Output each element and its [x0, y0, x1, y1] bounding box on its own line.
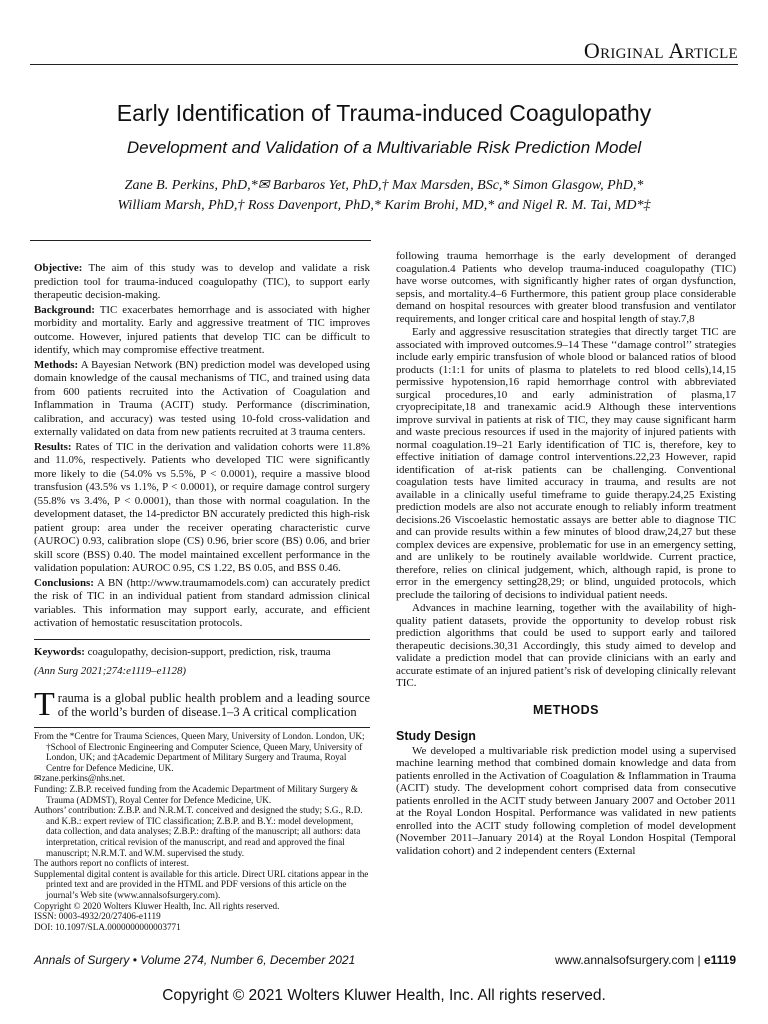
footnote-email[interactable]: ✉zane.perkins@nhs.net. [34, 773, 125, 784]
citation: (Ann Surg 2021;274:e1119–e1128) [34, 665, 187, 677]
methods-heading: METHODS [533, 702, 599, 717]
body-paragraph-1: following trauma hemorrhage is the early development of deranged coagulation.4 Patients who develop trauma-induced coagulopathy (TIC) have worse outcomes, with significantly higher rates of organ dysfunction, sepsis, and mortality.4–6 Furthermore, this patient group place considerable demand on hospital resources with greater blood transfusion and ventilator requirements, and longer critical care and hospital length of stay.7,8 [396, 250, 736, 325]
article-subtitle: Development and Validation of a Multivariable Risk Prediction Model [126, 138, 642, 157]
right-column [396, 250, 736, 858]
footnote-doi: DOI: 10.1097/SLA.0000000000003771 [34, 921, 181, 932]
journal-info: Annals of Surgery • Volume 274, Number 6, December 2021 [34, 953, 356, 967]
keywords-text: coagulopathy, decision-support, prediction, risk, trauma [87, 645, 331, 658]
abstract-divider [34, 639, 370, 640]
journal-website[interactable]: www.annalsofsurgery.com [554, 953, 695, 967]
body-paragraph-3: Advances in machine learning, together with the availability of high-quality patient datasets, provide the opportunity to develop robust risk prediction algorithms that could be used to support early and tailored therapeutic decisions.30,31 Accordingly, this study aimed to develop and validate a prediction model that can provide clinicians with an early and accurate estimate of an injured patient’s risk of developing clinically relevant TIC. [396, 602, 736, 689]
footnote-funding: Funding: Z.B.P. received funding from the Academic Department of Military Surgery & Trauma (ADMST), Royal Center for Defence Medicine, UK. [34, 783, 358, 805]
footnote-issn: ISSN: 0003-4932/20/27406-e1119 [34, 911, 161, 922]
background-text: TIC exacerbates hemorrhage and is associated with higher morbidity and mortality. Early and aggressive treatment of TIC improves outcome. However, injured patients that develop TIC can be difficult to identify, which may compromise effective treatment. [34, 303, 370, 356]
methods-text: A Bayesian Network (BN) prediction model was developed using domain knowledge of the causal mechanisms of TIC, and trained using data from 600 patients recruited into the Activation of Coagulation and Inflammation in Trauma (ACIT) study. Performance (discrimination, calibration, and accuracy) was tested using 10-fold cross-validation and externally validated on data from new patients recruited at 3 trauma centers. [34, 358, 371, 438]
results-label: Results: [34, 440, 72, 453]
objective-text: The aim of this study was to develop and validate a risk prediction tool for trauma-induced coagulopathy (TIC), to support early therapeutic decision-making. [34, 262, 370, 301]
objective-label: Objective: [34, 262, 83, 274]
footnote-affiliations: From the *Centre for Trauma Sciences, Queen Mary, University of London. London, UK; †School of Electronic Engineering and Computer Science, Queen Mary, University of London, UK; and ‡Academic Department of Military Surgery and Trauma, Royal Centre for Defence Medicine, UK. [34, 731, 365, 773]
page-header [30, 38, 738, 65]
footer-separator: | [697, 953, 704, 967]
methods-label: Methods: [34, 358, 79, 371]
body-paragraph-2: Early and aggressive resuscitation strategies that directly target TIC are associated with improved outcomes.9–14 These ‘‘damage control’’ strategies include early empiric transfusion of whole blood or balanced ratios of blood products (1:1:1 for units of plasma to platelets to red blood cells),14,15 permissive hypotension,16 rapid hemorrhage control with abbreviated surgical procedures,10 and early administration of plasma,17 cryoprecipitate,18 and tranexamic acid.9 Although these interventions improve survival in patients at risk of TIC, they may cause significant harm and waste precious resources if used in the majority of injured patients with normal coagulation.19–21 Early identification of TIC is, therefore, key to effective initiation of damage control interventions.22,23 However, rapid identification of at-risk patients can be challenging. Conventional coagulation tests have limited accuracy in trauma, and results are not available in a clinically useful timeframe to guide therapy.24,25 Existing prediction models are also not accurate enough to reliably inform treatment decisions.26 Viscoelastic hemostatic assays are better able to diagnose TIC and can provide results within a few minutes of blood draw,24,27 but these complex devices are expensive, problematic for use in an emergency setting, and are unlikely to be routinely available worldwide. Current practice, therefore, relies on clinical judgement, which, although rapid, is prone to error in the emergency setting28,29; or blind, unguided protocols, which preclude the tailoring of decisions to individual patient needs. [396, 326, 736, 601]
abstract [34, 262, 370, 679]
conclusions-label: Conclusions: [34, 576, 94, 589]
footnotes [34, 727, 370, 932]
background-label: Background: [34, 303, 95, 316]
article-title: Early Identification of Trauma-induced Coagulopathy [116, 100, 652, 126]
author-list [60, 176, 708, 216]
left-column [34, 262, 371, 723]
section-label: Original Article [583, 38, 738, 63]
copyright-watermark: Copyright © 2021 Wolters Kluwer Health, Inc. All rights reserved. [162, 987, 606, 1004]
author-line-1: Zane B. Perkins, PhD,*✉ Barbaros Yet, PhD,† Max Marsden, BSc,* Simon Glasgow, PhD,* [124, 178, 644, 193]
keywords-label: Keywords: [34, 645, 85, 658]
results-text: Rates of TIC in the derivation and validation cohorts were 11.8% and 11.0%, respectively. Patients who developed TIC were significantly more likely to die (54.0% vs 5.5%, P < 0.0001), require a massive blood transfusion (43.5% vs 1.1%, P < 0.0001), or require damage control surgery (55.8% vs 3.4%, P < 0.0001), than those with normal coagulation. In the development dataset, the 14-predictor BN accurately predicted this high-risk patient group: area under the receiver operating characteristic curve (AUROC) 0.93, calibration slope (CS) 0.96, brier score (BS) 0.06, and brier skill score (BSS) 0.40. The model maintained excellent performance in the validation population: AUROC 0.95, CS 1.22, BS 0.05, and BSS 0.46. [34, 440, 370, 574]
author-line-2: William Marsh, PhD,† Ross Davenport, PhD,* Karim Brohi, MD,* and Nigel R. M. Tai, MD*‡ [117, 198, 651, 213]
intro-text: rauma is a global public health problem and a leading source of the world’s burden of disease.1–3 A critical complication [57, 690, 370, 719]
study-design-heading: Study Design [396, 729, 476, 743]
introduction [34, 685, 370, 723]
footnote-copyright: Copyright © 2020 Wolters Kluwer Health, Inc. All rights reserved. [34, 900, 280, 911]
footnote-conflicts: The authors report no conflicts of interest. [34, 858, 189, 869]
footnote-contributions: Authors’ contribution: Z.B.P. and N.R.M.T. conceived and designed the study; S.G., R.D. and K.B.: expert review of TIC classification; Z.B.P. and B.Y.: model development, data collection, and data analyses; Z.B.P.: drafting of the manuscript; all authors: data interpretation, critical revision of the manuscript, and read and approved the final manuscript; N.R.M.T. and W.M. supervised the study. [34, 805, 363, 858]
footer-right [555, 953, 736, 967]
page-number: e1119 [703, 953, 736, 967]
conclusions-text: A BN (http://www.traumamodels.com) can accurately predict the risk of TIC in an individual patient from standard admission clinical variables. This information may support early, accurate, and efficient activation of hemostatic resuscitation protocols. [34, 576, 370, 629]
title-divider [30, 240, 371, 241]
dropcap: T [34, 685, 55, 723]
footnote-supplemental: Supplemental digital content is available for this article. Direct URL citations appear in the printed text and are provided in the HTML and PDF versions of this article on the journal’s Web site (www.annalsofsurgery.com). [34, 868, 369, 900]
body-paragraph-4: We developed a multivariable risk prediction model using a supervised machine learning method that combined domain knowledge and data from patients enrolled in the Activation of Coagulation & Inflammation in Trauma (ACIT) study. The development cohort comprised data from consecutive patients enrolled in the ACIT study between January 2007 and October 2011 at the Royal London Hospital. Performance was validated in new patients enrolled into the ACIT study following completion of model development (November 2011–January 2014) at the Royal London Hospital (Temporal validation cohort) and 2 independent centers (External [396, 744, 736, 857]
